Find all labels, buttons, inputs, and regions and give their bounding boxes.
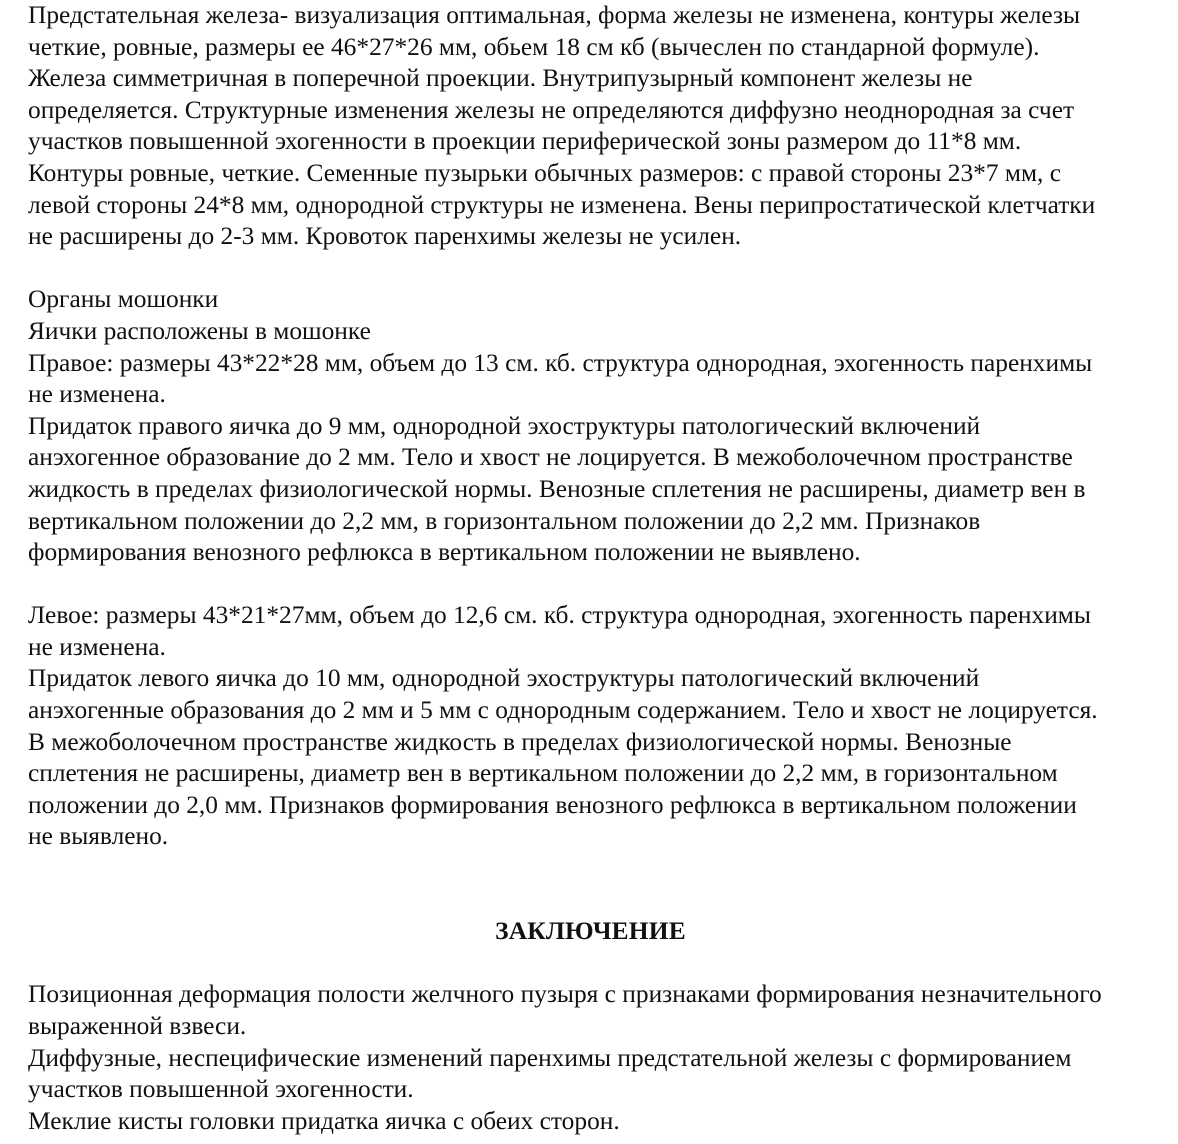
- conclusion-item: [28, 979, 1173, 1042]
- text-line: не изменена.: [28, 632, 166, 661]
- text-line: выраженной взвеси.: [28, 1012, 247, 1040]
- text-line: Придаток левого яичка до 10 мм, однородной эхоструктуры патологический включений: [28, 664, 980, 693]
- left-epididymis-paragraph: [28, 663, 1173, 853]
- text-line: Придаток правого яичка до 9 мм, однородной эхоструктуры патологический включений: [28, 411, 981, 440]
- text-line: Предстательная железа- визуализация оптимальная, форма железы не изменена, контуры железы: [28, 1, 1081, 29]
- text-line: не выявлено.: [28, 822, 169, 851]
- right-epididymis-paragraph: [28, 411, 1173, 569]
- left-testis-paragraph: [28, 600, 1173, 663]
- conclusion-section: [28, 916, 1173, 1137]
- text-line: анэхогенное образование до 2 мм. Тело и хвост не лоцируется. В межоболочечном пространстве: [28, 443, 1073, 472]
- text-line: Позиционная деформация полости желчного пузыря с признаками формирования незначительного: [28, 980, 1102, 1009]
- conclusion-item: [28, 1106, 1173, 1138]
- text-line: участков повышенной эхогенности в проекции периферической зоны размером до 11*8 мм.: [28, 127, 1022, 156]
- conclusion-heading: ЗАКЛЮЧЕНИЕ: [495, 917, 686, 946]
- text-line: жидкость в пределах физиологической нормы. Венозные сплетения не расширены, диаметр вен в: [28, 474, 1086, 503]
- document-page: [28, 0, 1173, 1137]
- text-line: Яички расположены в мошонке: [28, 316, 371, 345]
- text-line: В межоболочечном пространстве жидкость в пределах физиологической нормы. Венозные: [28, 727, 1012, 756]
- prostate-paragraph: [28, 0, 1173, 253]
- text-line: Меклие кисты головки придатка яичка с обеих сторон.: [28, 1106, 620, 1135]
- conclusion-item: [28, 1043, 1173, 1106]
- spacer: [28, 853, 1173, 916]
- text-line: не расширены до 2-3 мм. Кровоток паренхимы железы не усилен.: [28, 222, 742, 251]
- text-line: Железа симметричная в поперечной проекции. Внутрипузырный компонент железы не: [28, 64, 973, 93]
- right-testis-paragraph: [28, 348, 1173, 411]
- text-line: анэхогенные образования до 2 мм и 5 мм с однородным содержанием. Тело и хвост не лоцируется.: [28, 696, 1098, 725]
- text-line: Правое: размеры 43*22*28 мм, объем до 13 см. кб. структура однородная, эхогенность паренхимы: [28, 348, 1093, 377]
- testes-location: [28, 316, 1173, 348]
- text-line: Левое: размеры 43*21*27мм, объем до 12,6 см. кб. структура однородная, эхогенность паренхимы: [28, 601, 1091, 630]
- spacer: [28, 569, 1173, 601]
- text-line: положении до 2,0 мм. Признаков формирования венозного рефлюкса в вертикальном положении: [28, 790, 1077, 819]
- spacer: [28, 253, 1173, 285]
- text-line: определяется. Структурные изменения железы не определяются диффузно неоднородная за счет: [28, 95, 1075, 124]
- spacer: [28, 948, 1173, 980]
- text-line: вертикальном положении до 2,2 мм, в горизонтальном положении до 2,2 мм. Признаков: [28, 506, 981, 535]
- scrotum-title: [28, 284, 1173, 316]
- text-line: формирования венозного рефлюкса в вертикальном положении не выявлено.: [28, 538, 861, 567]
- section-title: Органы мошонки: [28, 285, 219, 314]
- scrotum-section: [28, 284, 1173, 853]
- text-line: Диффузные, неспецифические изменений паренхимы предстательной железы с формированием: [28, 1043, 1072, 1072]
- text-line: Контуры ровные, четкие. Семенные пузырьки обычных размеров: с правой стороны 23*7 мм, с: [28, 158, 1061, 187]
- text-line: не изменена.: [28, 380, 166, 409]
- text-line: левой стороны 24*8 мм, однородной структуры не изменена. Вены перипростатической клетчатки: [28, 190, 1096, 219]
- text-line: участков повышенной эхогенности.: [28, 1075, 414, 1104]
- text-line: четкие, ровные, размеры ее 46*27*26 мм, обьем 18 см кб (вычеслен по стандарной формуле).: [28, 32, 1040, 61]
- text-line: сплетения не расширены, диаметр вен в вертикальном положении до 2,2 мм, в горизонтальном: [28, 759, 1058, 788]
